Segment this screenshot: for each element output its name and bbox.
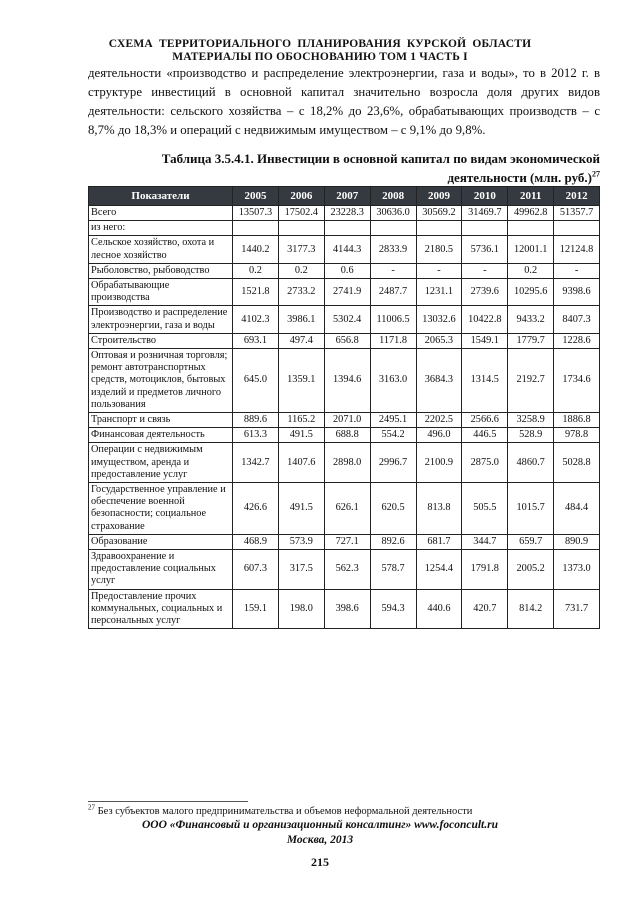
row-label: Обрабатывающие производства — [89, 279, 233, 306]
table-cell: 3177.3 — [278, 236, 324, 263]
table-row — [89, 534, 600, 549]
table-row — [89, 221, 600, 236]
table-cell: 562.3 — [324, 550, 370, 590]
column-header-year: 2012 — [554, 187, 600, 206]
table-cell: 813.8 — [416, 483, 462, 535]
row-label: Операции с недвижимым имуществом, аренда и предоставление услуг — [89, 443, 233, 483]
table-cell: 484.4 — [554, 483, 600, 535]
table-cell: 23228.3 — [324, 206, 370, 221]
table-cell: 49962.8 — [508, 206, 554, 221]
table-row — [89, 550, 600, 590]
table-cell: 12001.1 — [508, 236, 554, 263]
table-cell: 398.6 — [324, 589, 370, 629]
table-cell: 645.0 — [233, 349, 279, 413]
footer-city: Москва, 2013 — [286, 834, 354, 846]
table-cell: 5028.8 — [554, 443, 600, 483]
table-cell: 31469.7 — [462, 206, 508, 221]
table-cell: 2495.1 — [370, 413, 416, 428]
table-cell: 4102.3 — [233, 306, 279, 333]
table-caption-line1: Таблица 3.5.4.1. Инвестиции в основной капитал по видам экономической — [161, 151, 600, 166]
table-cell: 2739.6 — [462, 279, 508, 306]
table-cell: 573.9 — [278, 534, 324, 549]
table-cell: 1165.2 — [278, 413, 324, 428]
table-cell: - — [554, 263, 600, 278]
row-label: Оптовая и розничная торговля; ремонт автотранспортных средств, мотоциклов, бытовых изделий и предметов личного пользования — [89, 349, 233, 413]
table-row — [89, 263, 600, 278]
table-cell: 2833.9 — [370, 236, 416, 263]
row-label: Здравоохранение и предоставление социальных услуг — [89, 550, 233, 590]
footnote-ref: 27 — [592, 169, 600, 179]
table-cell: 491.5 — [278, 428, 324, 443]
table-cell: - — [462, 263, 508, 278]
table-cell: 468.9 — [233, 534, 279, 549]
table-cell: 13032.6 — [416, 306, 462, 333]
row-label: Всего — [89, 206, 233, 221]
column-header-year: 2007 — [324, 187, 370, 206]
table-cell: 496.0 — [416, 428, 462, 443]
table-cell: 2071.0 — [324, 413, 370, 428]
table-cell: 607.3 — [233, 550, 279, 590]
table-cell: 0.2 — [278, 263, 324, 278]
table-cell: 2875.0 — [462, 443, 508, 483]
table-cell: 446.5 — [462, 428, 508, 443]
intro-paragraph — [88, 64, 600, 140]
table-cell: 3986.1 — [278, 306, 324, 333]
table-cell — [416, 221, 462, 236]
table-cell: 0.2 — [233, 263, 279, 278]
table-cell: 1342.7 — [233, 443, 279, 483]
table-cell: 1314.5 — [462, 349, 508, 413]
table-cell: 0.2 — [508, 263, 554, 278]
column-header-year: 2005 — [233, 187, 279, 206]
table-cell: 2202.5 — [416, 413, 462, 428]
row-label: Сельское хозяйство, охота и лесное хозяйство — [89, 236, 233, 263]
table-row — [89, 428, 600, 443]
table-cell: 505.5 — [462, 483, 508, 535]
table-cell: 1015.7 — [508, 483, 554, 535]
table-cell: 5302.4 — [324, 306, 370, 333]
table-row — [89, 279, 600, 306]
footnote-separator — [88, 801, 248, 802]
table-row — [89, 236, 600, 263]
column-header-year: 2011 — [508, 187, 554, 206]
row-label: Предоставление прочих коммунальных, социальных и персональных услуг — [89, 589, 233, 629]
row-label: Финансовая деятельность — [89, 428, 233, 443]
table-row — [89, 206, 600, 221]
table-cell: 1521.8 — [233, 279, 279, 306]
table-cell: - — [416, 263, 462, 278]
table-cell: 889.6 — [233, 413, 279, 428]
investment-table — [88, 186, 600, 629]
intro-text: деятельности «производство и распределение электроэнергии, газа и воды», то в 2012 г. в структуре инвестиций в основной капитал значительно возросла доля других видов деятельности: сельского хозяйства – с 18,2% до 23,6%, обрабатывающих производств – с 8,7% до 18,3% и операций с недвижимым имуществом – с 9,1% до 9,8%. — [88, 66, 600, 137]
table-cell: 4144.3 — [324, 236, 370, 263]
table-row — [89, 483, 600, 535]
table-cell: 30636.0 — [370, 206, 416, 221]
table-cell: 659.7 — [508, 534, 554, 549]
table-row — [89, 443, 600, 483]
table-cell: 2566.6 — [462, 413, 508, 428]
table-cell: 491.5 — [278, 483, 324, 535]
header-title: СХЕМА ТЕРРИТОРИАЛЬНОГО ПЛАНИРОВАНИЯ КУРСКОЙ ОБЛАСТИ — [108, 38, 532, 50]
column-header-year: 2009 — [416, 187, 462, 206]
table-cell: 1440.2 — [233, 236, 279, 263]
table-cell: 5736.1 — [462, 236, 508, 263]
table-cell: 626.1 — [324, 483, 370, 535]
table-cell: 578.7 — [370, 550, 416, 590]
table-cell: 2065.3 — [416, 333, 462, 348]
table-cell: 0.6 — [324, 263, 370, 278]
table-cell: 344.7 — [462, 534, 508, 549]
table-cell: 51357.7 — [554, 206, 600, 221]
table-cell: 693.1 — [233, 333, 279, 348]
table-cell: 688.8 — [324, 428, 370, 443]
table-cell: 2192.7 — [508, 349, 554, 413]
table-row — [89, 413, 600, 428]
table-cell: 3258.9 — [508, 413, 554, 428]
table-cell: 198.0 — [278, 589, 324, 629]
table-caption — [88, 149, 600, 187]
table-row — [89, 333, 600, 348]
row-label: Рыболовство, рыбоводство — [89, 263, 233, 278]
table-cell: 317.5 — [278, 550, 324, 590]
table-cell: 9433.2 — [508, 306, 554, 333]
table-cell: 681.7 — [416, 534, 462, 549]
table-cell: 8407.3 — [554, 306, 600, 333]
table-cell: 3163.0 — [370, 349, 416, 413]
table-cell: 2487.7 — [370, 279, 416, 306]
table-cell: 1359.1 — [278, 349, 324, 413]
table-cell: 2741.9 — [324, 279, 370, 306]
table-cell: 1791.8 — [462, 550, 508, 590]
table-cell: 613.3 — [233, 428, 279, 443]
table-cell: - — [370, 263, 416, 278]
table-cell — [233, 221, 279, 236]
table-cell — [462, 221, 508, 236]
table-cell: 1779.7 — [508, 333, 554, 348]
table-cell: 890.9 — [554, 534, 600, 549]
page-number: 215 — [311, 855, 329, 869]
footnote-text: Без субъектов малого предпринимательства и объемов неформальной деятельности — [97, 806, 473, 817]
table-cell: 3684.3 — [416, 349, 462, 413]
table-cell: 2005.2 — [508, 550, 554, 590]
table-cell — [278, 221, 324, 236]
column-header-year: 2008 — [370, 187, 416, 206]
row-label: Строительство — [89, 333, 233, 348]
table-cell — [554, 221, 600, 236]
table-cell — [324, 221, 370, 236]
table-body — [89, 206, 600, 629]
table-cell: 2996.7 — [370, 443, 416, 483]
table-cell: 1886.8 — [554, 413, 600, 428]
table-cell: 2898.0 — [324, 443, 370, 483]
table-cell: 656.8 — [324, 333, 370, 348]
table-cell: 1549.1 — [462, 333, 508, 348]
table-cell: 528.9 — [508, 428, 554, 443]
table-cell: 892.6 — [370, 534, 416, 549]
header-subtitle: МАТЕРИАЛЫ ПО ОБОСНОВАНИЮ ТОМ 1 ЧАСТЬ I — [172, 51, 468, 63]
table-cell: 13507.3 — [233, 206, 279, 221]
footer-company: ООО «Финансовый и организационный консалтинг» www.foconcult.ru — [141, 819, 499, 831]
table-cell: 159.1 — [233, 589, 279, 629]
table-cell — [370, 221, 416, 236]
table-cell: 1171.8 — [370, 333, 416, 348]
table-row — [89, 589, 600, 629]
table-cell: 978.8 — [554, 428, 600, 443]
footnote — [88, 803, 600, 818]
column-header-year: 2006 — [278, 187, 324, 206]
table-row — [89, 349, 600, 413]
table-cell: 2100.9 — [416, 443, 462, 483]
table-row — [89, 306, 600, 333]
table-cell: 554.2 — [370, 428, 416, 443]
table-cell: 731.7 — [554, 589, 600, 629]
table-cell: 594.3 — [370, 589, 416, 629]
table-cell: 1231.1 — [416, 279, 462, 306]
table-cell: 9398.6 — [554, 279, 600, 306]
footnote-mark: 27 — [88, 803, 95, 812]
table-cell: 1407.6 — [278, 443, 324, 483]
table-cell: 1394.6 — [324, 349, 370, 413]
row-label: Образование — [89, 534, 233, 549]
table-cell: 1228.6 — [554, 333, 600, 348]
row-label: Государственное управление и обеспечение военной безопасности; социальное страхование — [89, 483, 233, 535]
table-cell: 17502.4 — [278, 206, 324, 221]
table-cell: 10295.6 — [508, 279, 554, 306]
document-header — [0, 38, 640, 64]
row-label: Производство и распределение электроэнергии, газа и воды — [89, 306, 233, 333]
table-cell: 1373.0 — [554, 550, 600, 590]
table-cell: 814.2 — [508, 589, 554, 629]
table-cell: 426.6 — [233, 483, 279, 535]
table-cell: 12124.8 — [554, 236, 600, 263]
table-cell: 11006.5 — [370, 306, 416, 333]
table-cell: 30569.2 — [416, 206, 462, 221]
table-cell: 1734.6 — [554, 349, 600, 413]
row-label: из него: — [89, 221, 233, 236]
table-header-row — [89, 187, 600, 206]
table-cell: 497.4 — [278, 333, 324, 348]
table-cell: 440.6 — [416, 589, 462, 629]
table-cell: 1254.4 — [416, 550, 462, 590]
table-cell: 727.1 — [324, 534, 370, 549]
table-cell: 4860.7 — [508, 443, 554, 483]
table-cell — [508, 221, 554, 236]
table-cell: 420.7 — [462, 589, 508, 629]
table-cell: 620.5 — [370, 483, 416, 535]
column-header-year: 2010 — [462, 187, 508, 206]
table-cell: 2733.2 — [278, 279, 324, 306]
table-cell: 2180.5 — [416, 236, 462, 263]
row-label: Транспорт и связь — [89, 413, 233, 428]
table-caption-line2: деятельности (млн. руб.) — [447, 170, 592, 185]
column-header-indicator: Показатели — [89, 187, 233, 206]
table-cell: 10422.8 — [462, 306, 508, 333]
